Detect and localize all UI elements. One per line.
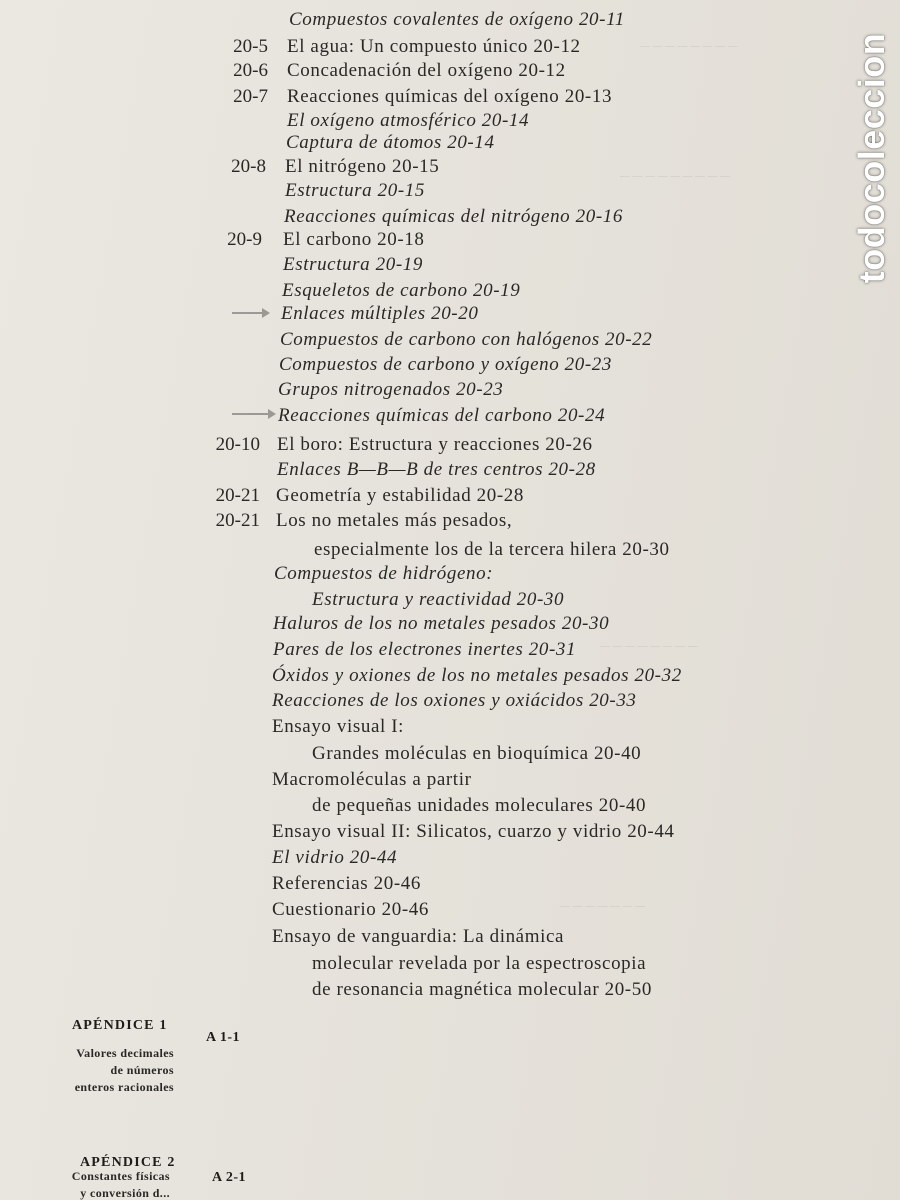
toc-entry: Macromoléculas a partir: [272, 769, 472, 790]
appendix-description-line: Valores decimales: [76, 1046, 174, 1060]
section-number: 20-21: [215, 510, 260, 531]
toc-entry: El nitrógeno 20-15: [285, 156, 440, 177]
toc-entry: Los no metales más pesados,: [276, 510, 513, 531]
arrow-mark: [232, 413, 274, 415]
appendix-description-line: enteros racionales: [74, 1080, 174, 1094]
toc-entry: Esqueletos de carbono 20-19: [282, 280, 521, 301]
section-number: 20-7: [233, 86, 268, 107]
toc-entry: Pares de los electrones inertes 20-31: [273, 639, 577, 660]
appendix-heading: APÉNDICE 2: [80, 1155, 176, 1170]
section-number: 20-5: [233, 36, 268, 57]
toc-entry: especialmente los de la tercera hilera 20-30: [314, 539, 670, 560]
watermark-text: todocoleccion: [851, 32, 892, 284]
appendix-heading: APÉNDICE 1: [72, 1018, 168, 1033]
toc-entry: Reacciones químicas del carbono 20-24: [278, 405, 606, 426]
appendix-description: [0, 1168, 170, 1200]
bleed-through-text: — — — — — — — —: [640, 40, 738, 52]
toc-entry: El oxígeno atmosférico 20-14: [287, 110, 530, 131]
toc-entry: Cuestionario 20-46: [272, 899, 429, 920]
appendix-page-number: A 1-1: [206, 1030, 240, 1045]
toc-entry: Óxidos y oxiones de los no metales pesados 20-32: [272, 665, 682, 686]
toc-entry: Enlaces B—B—B de tres centros 20-28: [277, 459, 596, 480]
toc-entry: molecular revelada por la espectroscopia: [312, 953, 647, 974]
toc-entry: Reacciones químicas del oxígeno 20-13: [287, 86, 613, 107]
appendix-description: [14, 1045, 174, 1096]
toc-entry: El boro: Estructura y reacciones 20-26: [277, 434, 593, 455]
appendix-description-line: de números: [110, 1063, 174, 1077]
toc-entry: Compuestos de carbono con halógenos 20-22: [280, 329, 653, 350]
appendix-description-line: Constantes físicas: [71, 1169, 170, 1183]
section-number: 20-8: [231, 156, 266, 177]
toc-entry: Ensayo visual I:: [272, 716, 405, 737]
toc-entry: Reacciones de los oxiones y oxiácidos 20-33: [272, 690, 637, 711]
bleed-through-text: — — — — — — — —: [600, 640, 698, 652]
section-number: 20-9: [227, 229, 262, 250]
toc-entry: de resonancia magnética molecular 20-50: [312, 979, 652, 1000]
toc-entry: El carbono 20-18: [283, 229, 425, 250]
toc-entry: Grupos nitrogenados 20-23: [278, 379, 504, 400]
toc-entry: Reacciones químicas del nitrógeno 20-16: [284, 206, 623, 227]
toc-entry: Compuestos de carbono y oxígeno 20-23: [279, 354, 613, 375]
appendix-page-number: A 2-1: [212, 1170, 246, 1185]
toc-entry: Compuestos de hidrógeno:: [274, 563, 494, 584]
appendix-description-line: y conversión d...: [80, 1186, 170, 1200]
section-number: 20-21: [215, 485, 260, 506]
toc-entry: Captura de átomos 20-14: [286, 132, 495, 153]
watermark-logo: [852, 8, 892, 308]
toc-entry: Referencias 20-46: [272, 873, 421, 894]
toc-entry: Estructura 20-15: [285, 180, 425, 201]
bleed-through-text: — — — — — — —: [560, 900, 645, 912]
toc-entry: Compuestos covalentes de oxígeno 20-11: [289, 9, 625, 30]
section-number: 20-6: [233, 60, 268, 81]
toc-entry: Ensayo visual II: Silicatos, cuarzo y vidrio 20-44: [272, 821, 675, 842]
bleed-through-text: — — — — — — — — —: [620, 170, 731, 182]
toc-entry: Estructura y reactividad 20-30: [312, 589, 565, 610]
toc-entry: Enlaces múltiples 20-20: [281, 303, 479, 324]
toc-entry: Estructura 20-19: [283, 254, 423, 275]
arrow-mark: [232, 312, 268, 314]
toc-entry: de pequeñas unidades moleculares 20-40: [312, 795, 647, 816]
toc-entry: Geometría y estabilidad 20-28: [276, 485, 524, 506]
toc-entry: El agua: Un compuesto único 20-12: [287, 36, 581, 57]
toc-entry: Concadenación del oxígeno 20-12: [287, 60, 566, 81]
toc-entry: Grandes moléculas en bioquímica 20-40: [312, 743, 642, 764]
toc-entry: Ensayo de vanguardia: La dinámica: [272, 926, 565, 947]
toc-entry: Haluros de los no metales pesados 20-30: [273, 613, 610, 634]
toc-entry: El vidrio 20-44: [272, 847, 398, 868]
section-number: 20-10: [215, 434, 260, 455]
